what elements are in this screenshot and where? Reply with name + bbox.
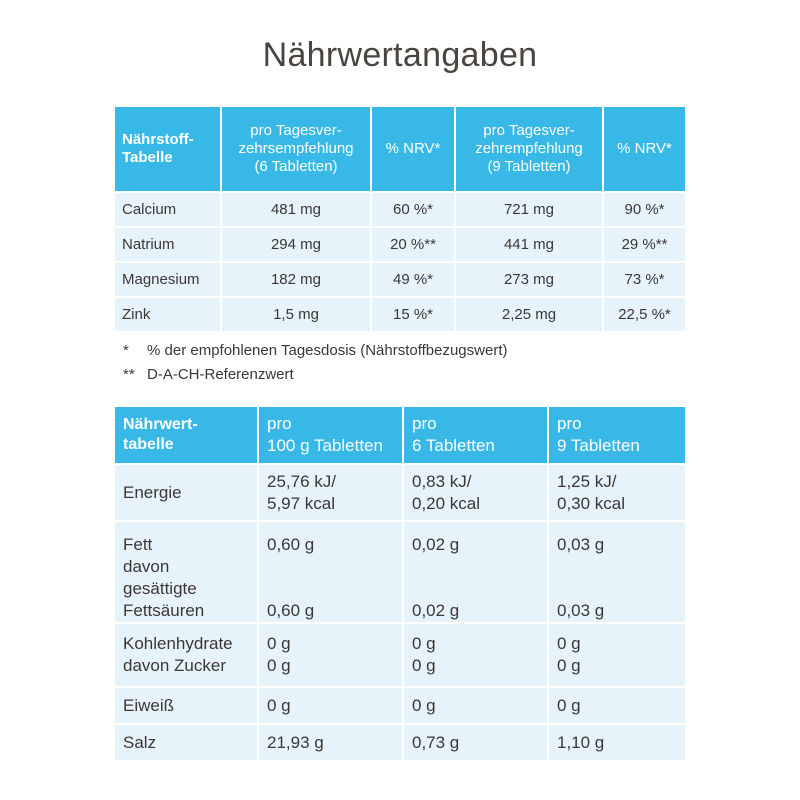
cell-subvalue: 0,02 g [412, 601, 460, 620]
header-cell [221, 107, 371, 192]
footnote-mark: ** [123, 366, 135, 383]
text-line: tabelle [123, 436, 174, 453]
table-row [115, 227, 685, 262]
table-cell [548, 464, 685, 521]
text-line: pro Tagesver- [483, 122, 575, 139]
table-cell: 15 %* [371, 297, 455, 331]
table-cell [258, 464, 403, 521]
text-line: % NRV* [617, 140, 672, 157]
table-cell [548, 623, 685, 687]
text-line: (6 Tabletten) [254, 158, 338, 175]
nutrient-table [115, 107, 685, 331]
table-row [115, 297, 685, 331]
text-line: Fettsäuren [123, 601, 205, 620]
table-cell: 60 %* [371, 192, 455, 227]
row-label: Zink [115, 297, 221, 331]
text-line: gesättigte [123, 579, 197, 598]
footnote [123, 366, 294, 383]
text-line: Energie [123, 482, 182, 502]
nutrient-table-header [115, 107, 685, 192]
header-cell [548, 407, 685, 464]
table-cell: 1,5 mg [221, 297, 371, 331]
text-line: Nährwert- [123, 416, 198, 433]
header-cell [258, 407, 403, 464]
row-label [115, 521, 258, 623]
header-cell [455, 107, 603, 192]
table-cell: 20 %** [371, 227, 455, 262]
footnote [123, 342, 507, 359]
row-label: Natrium [115, 227, 221, 262]
table-cell: 22,5 %* [603, 297, 685, 331]
text-line: 25,76 kJ/ [267, 471, 336, 491]
row-label: Calcium [115, 192, 221, 227]
row-label: Eiweiß [115, 687, 258, 724]
text-line: 0,30 kcal [557, 493, 626, 513]
table-cell [258, 623, 403, 687]
table-cell: 21,93 g [258, 724, 403, 760]
text-line: 0 g [412, 634, 436, 653]
header-cell [371, 107, 455, 192]
table-cell [403, 623, 548, 687]
table-cell: 0 g [548, 687, 685, 724]
header-cell [115, 407, 258, 464]
table-cell: 294 mg [221, 227, 371, 262]
row-label [115, 623, 258, 687]
table-cell: 90 %* [603, 192, 685, 227]
table-row [115, 623, 685, 687]
row-label: Magnesium [115, 262, 221, 297]
text-line: davon Zucker [123, 656, 226, 675]
table-cell: 1,10 g [548, 724, 685, 760]
footnote-text: D-A-CH-Referenzwert [147, 366, 294, 383]
text-line: 0 g [412, 656, 436, 675]
footnote-mark: * [123, 342, 129, 359]
table-row [115, 687, 685, 724]
text-line: pro Tagesver- [250, 122, 342, 139]
text-line: 9 Tabletten [557, 436, 640, 455]
cell-value: 0,02 g [412, 535, 460, 554]
text-line: 0,20 kcal [412, 493, 481, 513]
table-cell: 2,25 mg [455, 297, 603, 331]
footnote-text: % der empfohlenen Tagesdosis (Nährstoffbezugswert) [147, 342, 508, 359]
table-cell: 0,73 g [403, 724, 548, 760]
text-line: pro [267, 414, 292, 433]
text-line: 0 g [267, 656, 291, 675]
row-label: Salz [115, 724, 258, 760]
text-line: pro [557, 414, 582, 433]
text-line: % NRV* [385, 140, 441, 157]
table-row [115, 724, 685, 760]
nutrition-table-header [115, 407, 685, 464]
text-line: Fett [123, 535, 153, 554]
cell-subvalue: 0,60 g [267, 601, 315, 620]
table-cell: 0 g [403, 687, 548, 724]
table-cell [403, 464, 548, 521]
cell-subvalue: 0,03 g [557, 601, 605, 620]
text-line: (9 Tabletten) [487, 158, 571, 175]
table-cell [403, 521, 548, 623]
text-line: 5,97 kcal [267, 493, 336, 513]
header-cell [115, 107, 221, 192]
header-cell [403, 407, 548, 464]
table-row [115, 262, 685, 297]
table-cell: 73 %* [603, 262, 685, 297]
text-line: 100 g Tabletten [267, 436, 383, 455]
table-cell: 721 mg [455, 192, 603, 227]
text-line: zehrempfehlung [475, 140, 583, 157]
table-cell: 182 mg [221, 262, 371, 297]
text-line: zehrsempfehlung [238, 140, 354, 157]
table-cell: 29 %** [603, 227, 685, 262]
table-cell: 49 %* [371, 262, 455, 297]
text-line: 0 g [267, 634, 291, 653]
header-cell [603, 107, 685, 192]
page-title: Nährwertangaben [262, 36, 538, 74]
row-label [115, 464, 258, 521]
table-cell [548, 521, 685, 623]
text-line: pro [412, 414, 437, 433]
cell-value: 0,03 g [557, 535, 605, 554]
table-row [115, 464, 685, 521]
text-line: Kohlenhydrate [123, 634, 233, 653]
text-line: Tabelle [122, 149, 173, 166]
cell-value: 0,60 g [267, 535, 315, 554]
table-cell: 273 mg [455, 262, 603, 297]
table-cell: 481 mg [221, 192, 371, 227]
table-cell: 0 g [258, 687, 403, 724]
table-cell: 441 mg [455, 227, 603, 262]
text-line: 1,25 kJ/ [557, 471, 617, 491]
text-line: 0,83 kJ/ [412, 471, 472, 491]
table-row [115, 521, 685, 623]
table-cell [258, 521, 403, 623]
text-line: Nährstoff- [122, 131, 194, 148]
text-line: 0 g [557, 634, 581, 653]
nutrition-facts-table [115, 407, 685, 760]
table-row [115, 192, 685, 227]
text-line: 0 g [557, 656, 581, 675]
text-line: 6 Tabletten [412, 436, 495, 455]
text-line: davon [123, 557, 170, 576]
